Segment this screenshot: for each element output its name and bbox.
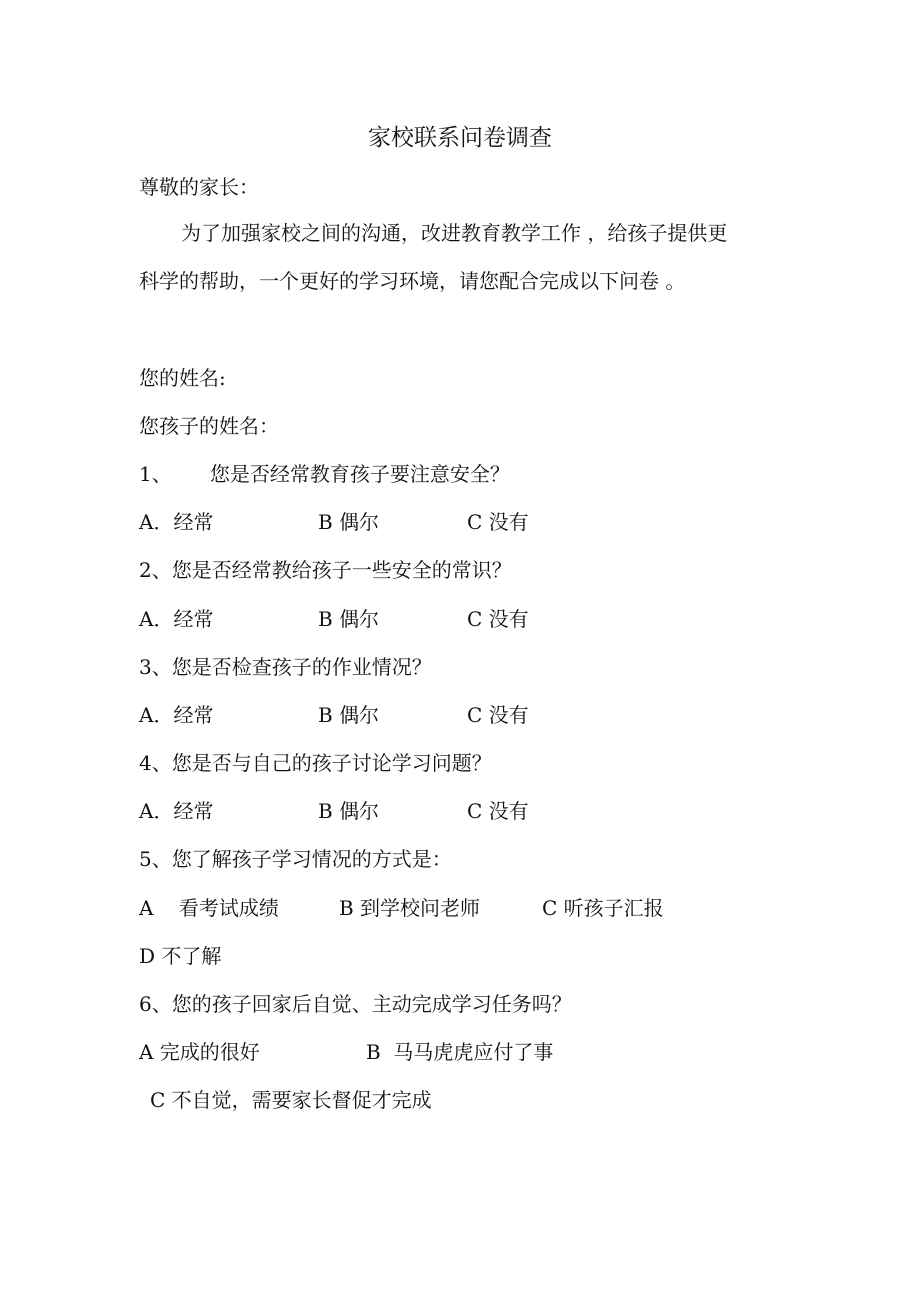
question-2: 2、您是否经常教给孩子一些安全的常识？ <box>139 558 512 582</box>
parent-name-label: 您的姓名: <box>139 366 226 390</box>
child-name-label: 您孩子的姓名： <box>139 414 279 438</box>
question-1: 1、 您是否经常教育孩子要注意安全？ <box>139 462 510 486</box>
greeting: 尊敬的家长： <box>139 175 259 199</box>
question-1-option-c: C 没有 <box>467 510 529 534</box>
question-2-option-a: A．经常 <box>139 607 214 631</box>
question-3-option-b: B 偶尔 <box>318 703 380 727</box>
intro-line-1: 为了加强家校之间的沟通，改进教育教学工作 ，给孩子提供更 <box>181 221 728 245</box>
question-5: 5、您了解孩子学习情况的方式是： <box>139 847 452 871</box>
question-3-option-a: A．经常 <box>139 703 214 727</box>
page-title: 家校联系问卷调查 <box>368 125 552 151</box>
question-5-option-c: C 听孩子汇报 <box>542 896 664 920</box>
question-1-option-a: A．经常 <box>139 510 214 534</box>
question-6: 6、您的孩子回家后自觉、主动完成学习任务吗？ <box>139 992 572 1016</box>
question-5-option-b: B 到学校问老师 <box>339 896 481 920</box>
question-4-option-c: C 没有 <box>467 799 529 823</box>
question-1-option-b: B 偶尔 <box>318 510 380 534</box>
question-3-option-c: C 没有 <box>467 703 529 727</box>
question-3: 3、您是否检查孩子的作业情况？ <box>139 655 432 679</box>
intro-line-2: 科学的帮助，一个更好的学习环境，请您配合完成以下问卷 。 <box>139 269 686 293</box>
question-6-option-c: C 不自觉，需要家长督促才完成 <box>150 1088 432 1112</box>
question-5-option-a: A 看考试成绩 <box>139 896 279 920</box>
question-6-option-a: A 完成的很好 <box>139 1040 260 1064</box>
question-5-option-d: D 不了解 <box>139 944 222 968</box>
question-4-option-a: A．经常 <box>139 799 214 823</box>
question-2-option-b: B 偶尔 <box>318 607 380 631</box>
question-6-option-b: B 马马虎虎应付了事 <box>366 1040 554 1064</box>
question-4: 4、您是否与自己的孩子讨论学习问题？ <box>139 751 492 775</box>
question-4-option-b: B 偶尔 <box>318 799 380 823</box>
question-2-option-c: C 没有 <box>467 607 529 631</box>
